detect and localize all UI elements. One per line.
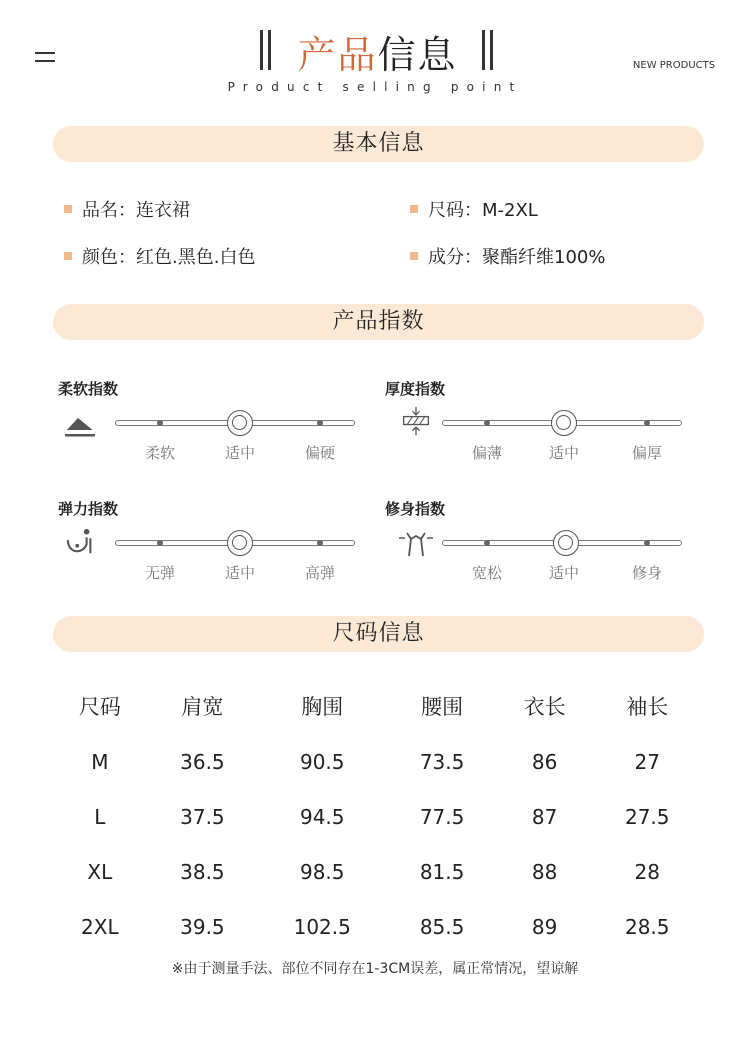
table-cell: 85.5 <box>419 914 465 939</box>
elasticity-scale-3: 高弹 <box>304 564 335 582</box>
softness-scale-1: 柔软 <box>144 444 175 462</box>
softness-slider-knob <box>227 410 253 436</box>
table-cell: 28 <box>634 859 660 884</box>
fit-index-label: 修身指数 <box>385 500 446 518</box>
elasticity-dot-1 <box>157 540 163 546</box>
column-header: 胸围 <box>301 695 344 719</box>
table-cell: 89 <box>531 914 558 939</box>
table-cell: 81.5 <box>419 859 465 884</box>
table-cell: 38.5 <box>180 859 225 884</box>
bullet-square-icon <box>410 205 418 213</box>
table-cell: 36.5 <box>180 749 225 774</box>
table-cell: 90.5 <box>299 749 345 774</box>
thickness-scale-2: 适中 <box>548 444 579 462</box>
basic-info-heading: 基本信息 <box>53 126 704 162</box>
table-cell: 28.5 <box>624 914 670 939</box>
elasticity-scale-2: 适中 <box>224 564 255 582</box>
softness-index-label: 柔软指数 <box>58 380 119 398</box>
fit-dot-3 <box>644 540 650 546</box>
page-title <box>275 24 480 79</box>
softness-scale-3: 偏硬 <box>304 444 335 462</box>
title-divider-right-2 <box>490 30 493 70</box>
size-info-heading: 尺码信息 <box>53 616 704 652</box>
title-accent: 产品 <box>297 33 378 77</box>
column-header: 尺码 <box>78 695 121 719</box>
column-header: 衣长 <box>523 695 566 719</box>
softness-dot-3 <box>317 420 323 426</box>
fit-slider-knob <box>553 530 579 556</box>
info-item-color <box>64 246 255 270</box>
table-cell: 86 <box>531 749 558 774</box>
fit-scale-2: 适中 <box>548 564 579 582</box>
new-products-badge: NEW PRODUCTS <box>632 60 716 71</box>
info-item-size <box>410 199 538 223</box>
table-cell: 27 <box>634 749 660 774</box>
column-header: 腰围 <box>421 695 464 719</box>
table-cell: M <box>91 749 109 774</box>
table-cell: 73.5 <box>419 749 465 774</box>
elasticity-index-label: 弹力指数 <box>58 500 119 518</box>
info-item-material <box>410 246 605 270</box>
table-row <box>50 899 700 954</box>
bullet-square-icon <box>64 252 72 260</box>
thickness-icon <box>398 406 434 436</box>
table-row <box>50 789 700 844</box>
table-row <box>50 734 700 789</box>
title-main: 信息 <box>377 33 458 77</box>
softness-dot-1 <box>157 420 163 426</box>
table-cell: 102.5 <box>293 914 351 939</box>
thickness-scale-3: 偏厚 <box>631 444 662 462</box>
table-cell: 94.5 <box>299 804 345 829</box>
size-table-header <box>50 678 700 734</box>
product-index-heading: 产品指数 <box>53 304 704 340</box>
table-cell: 27.5 <box>624 804 670 829</box>
fit-scale-3: 修身 <box>631 564 662 582</box>
thickness-scale-1: 偏薄 <box>471 444 502 462</box>
thickness-slider-knob <box>551 410 577 436</box>
table-cell: 98.5 <box>299 859 345 884</box>
table-cell: 2XL <box>81 914 119 939</box>
thickness-dot-1 <box>484 420 490 426</box>
page-subtitle: Product selling point <box>227 80 523 94</box>
info-item-text: 尺码：M-2XL <box>428 200 538 221</box>
table-cell: 39.5 <box>180 914 225 939</box>
softness-scale-2: 适中 <box>224 444 255 462</box>
thickness-dot-3 <box>644 420 650 426</box>
bullet-square-icon <box>410 252 418 260</box>
elasticity-scale-1: 无弹 <box>144 564 175 582</box>
title-divider-left <box>260 30 263 70</box>
thickness-index-label: 厚度指数 <box>385 380 446 398</box>
info-item-name <box>64 199 190 223</box>
bullet-square-icon <box>64 205 72 213</box>
measurement-note: ※由于测量手法、部位不同存在1-3CM误差，属正常情况，望谅解 <box>171 961 579 977</box>
table-cell: 37.5 <box>180 804 225 829</box>
table-cell: 77.5 <box>419 804 465 829</box>
elasticity-slider-knob <box>227 530 253 556</box>
table-cell: XL <box>87 859 113 884</box>
info-item-text: 颜色：红色.黑色.白色 <box>82 247 256 268</box>
column-header: 袖长 <box>626 695 669 719</box>
fit-scale-1: 宽松 <box>471 564 502 582</box>
elasticity-icon <box>63 527 99 557</box>
info-item-text: 成分：聚酯纤维100% <box>428 247 606 268</box>
table-cell: 87 <box>531 804 558 829</box>
elasticity-dot-3 <box>317 540 323 546</box>
title-divider-left-2 <box>268 30 271 70</box>
size-table <box>50 678 700 954</box>
table-cell: L <box>94 804 106 829</box>
table-cell: 88 <box>531 859 558 884</box>
title-divider-right <box>482 30 485 70</box>
softness-icon <box>62 410 98 440</box>
info-item-text: 品名：连衣裙 <box>82 200 190 221</box>
menu-icon[interactable] <box>35 48 55 64</box>
column-header: 肩宽 <box>181 695 224 719</box>
table-row <box>50 844 700 899</box>
fit-dot-1 <box>484 540 490 546</box>
fit-icon <box>398 530 434 560</box>
